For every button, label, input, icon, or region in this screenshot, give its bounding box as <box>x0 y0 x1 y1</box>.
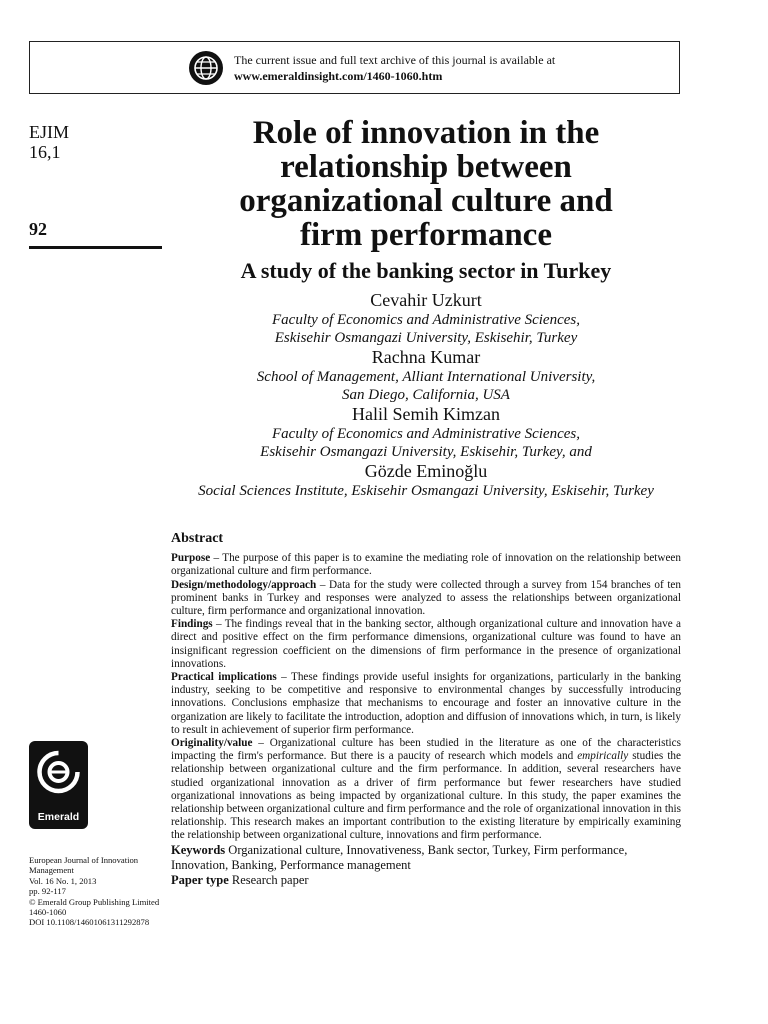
author-block <box>170 404 682 461</box>
title-line: firm performance <box>300 217 552 253</box>
originality-label: Originality/value <box>171 737 253 750</box>
abstract-practical <box>171 671 681 737</box>
article-title <box>200 116 652 252</box>
design-text: – Data for the study were collected through a survey from 154 branches of ten prominent banks in Turkey and responses were analyzed to assess the relationships between organizational culture, firm performance and organizational innovation. <box>171 578 681 618</box>
practical-label: Practical implications <box>171 671 277 684</box>
keywords-label: Keywords <box>171 842 226 857</box>
journal-archive-notice-box <box>29 41 680 94</box>
journal-abbreviation: EJIM <box>29 122 69 142</box>
abstract-paper-type <box>171 873 681 888</box>
abstract-design <box>171 579 681 619</box>
abstract-findings <box>171 618 681 671</box>
paper-type-label: Paper type <box>171 872 229 887</box>
doi: DOI 10.1108/14601061311292878 <box>29 917 150 928</box>
pub-info-line: European Journal of Innovation <box>29 855 139 865</box>
author-block <box>170 347 682 404</box>
emerald-spiral-icon <box>35 747 82 803</box>
page-number: 92 <box>29 219 47 239</box>
author-affiliation: School of Management, Alliant International University, <box>256 369 596 385</box>
title-line: organizational culture and <box>239 183 613 219</box>
pub-info-line: Vol. 16 No. 1, 2013 <box>29 875 97 886</box>
abstract-keywords <box>171 843 681 873</box>
paper-type-text: Research paper <box>228 872 309 887</box>
originality-emphasis: empirically <box>577 750 629 763</box>
author-block <box>170 290 682 347</box>
author-affiliation: Eskisehir Osmangazi University, Eskisehir, Turkey, and <box>260 444 592 460</box>
author-block <box>170 461 682 500</box>
author-name: Halil Semih Kimzan <box>352 404 500 424</box>
margin-divider <box>29 246 162 249</box>
keywords-text: Organizational culture, Innovativeness, Bank sector, Turkey, Firm performance, Innovation, Banking, Performance management <box>171 842 628 872</box>
article-subtitle: A study of the banking sector in Turkey <box>240 258 612 283</box>
journal-citation <box>29 122 69 162</box>
title-line: Role of innovation in the <box>252 115 600 151</box>
abstract-purpose <box>171 552 681 578</box>
originality-text-cont: studies the relationship between organizational culture and the firm performance. In addition, several researchers have studied organizational innovation as a driver of firm performance but fewer researchers have studied organizational innovations as being impacted by organizational culture. In this study, the paper examines the relationship between organizational culture and firm performance and the role of organizational innovation in this relationship. This research makes an important contribution to the existing literature by empirically examining the relationship between organizational culture, innovations and firm performance. <box>171 750 681 842</box>
pub-info-line: 1460-1060 <box>29 907 67 918</box>
archive-notice-text <box>234 52 555 84</box>
pub-info-line: Management <box>29 865 74 876</box>
abstract-section <box>171 532 681 888</box>
author-affiliation: Social Sciences Institute, Eskisehir Osmangazi University, Eskisehir, Turkey <box>198 483 654 499</box>
archive-url-link[interactable]: www.emeraldinsight.com/1460-1060.htm <box>234 69 443 83</box>
archive-notice-line: The current issue and full text archive of this journal is available at <box>234 53 556 67</box>
author-name: Gözde Eminoğlu <box>364 461 488 481</box>
title-line: relationship between <box>280 149 572 185</box>
pub-info-line: pp. 92-117 <box>29 886 66 897</box>
author-affiliation: Faculty of Economics and Administrative Sciences, <box>272 426 580 442</box>
globe-icon <box>188 50 224 86</box>
findings-text: – The findings reveal that in the banking sector, although organizational culture and innovation have a direct and positive effect on the firm performance dimensions, organizational culture was found to have an insignificant regression coefficient on the dimensions of firm performance in the presence of organizational innovations. <box>171 618 681 670</box>
volume-issue: 16,1 <box>29 142 61 162</box>
pub-info-line: © Emerald Group Publishing Limited <box>29 896 160 907</box>
author-name: Cevahir Uzkurt <box>370 290 482 310</box>
publication-info <box>29 855 169 928</box>
practical-text: – These findings provide useful insights for organizations, particularly in the banking industry, seeking to be competitive and responsive to environmental changes by successfully introducing innovations. Conclusions emphasize that mechanisms to encourage and foster an innovative culture in the organization are likely to facilitate the introduction, adoption and diffusion of innovations which, in turn, is likely to result in achievement of superior firm performance. <box>171 671 681 736</box>
originality-text: – Organizational culture has been studied in the literature as one of the characteristics impacting the firm's performance. But there is a paucity of research which models and <box>171 737 681 763</box>
findings-label: Findings <box>171 618 213 631</box>
author-affiliation: Faculty of Economics and Administrative Sciences, <box>272 312 580 328</box>
author-affiliation: Eskisehir Osmangazi University, Eskisehir, Turkey <box>274 330 578 346</box>
author-name: Rachna Kumar <box>371 347 481 367</box>
purpose-text: – The purpose of this paper is to examine the mediating role of innovation on the relationship between organizational culture and firm performance. <box>171 552 681 578</box>
author-list <box>170 290 682 500</box>
emerald-wordmark: Emerald <box>37 811 80 823</box>
author-affiliation: San Diego, California, USA <box>342 387 510 403</box>
abstract-heading: Abstract <box>171 531 224 546</box>
purpose-label: Purpose <box>171 552 211 565</box>
design-label: Design/methodology/approach <box>171 578 317 591</box>
emerald-logo-icon <box>29 741 88 829</box>
abstract-originality <box>171 737 681 843</box>
